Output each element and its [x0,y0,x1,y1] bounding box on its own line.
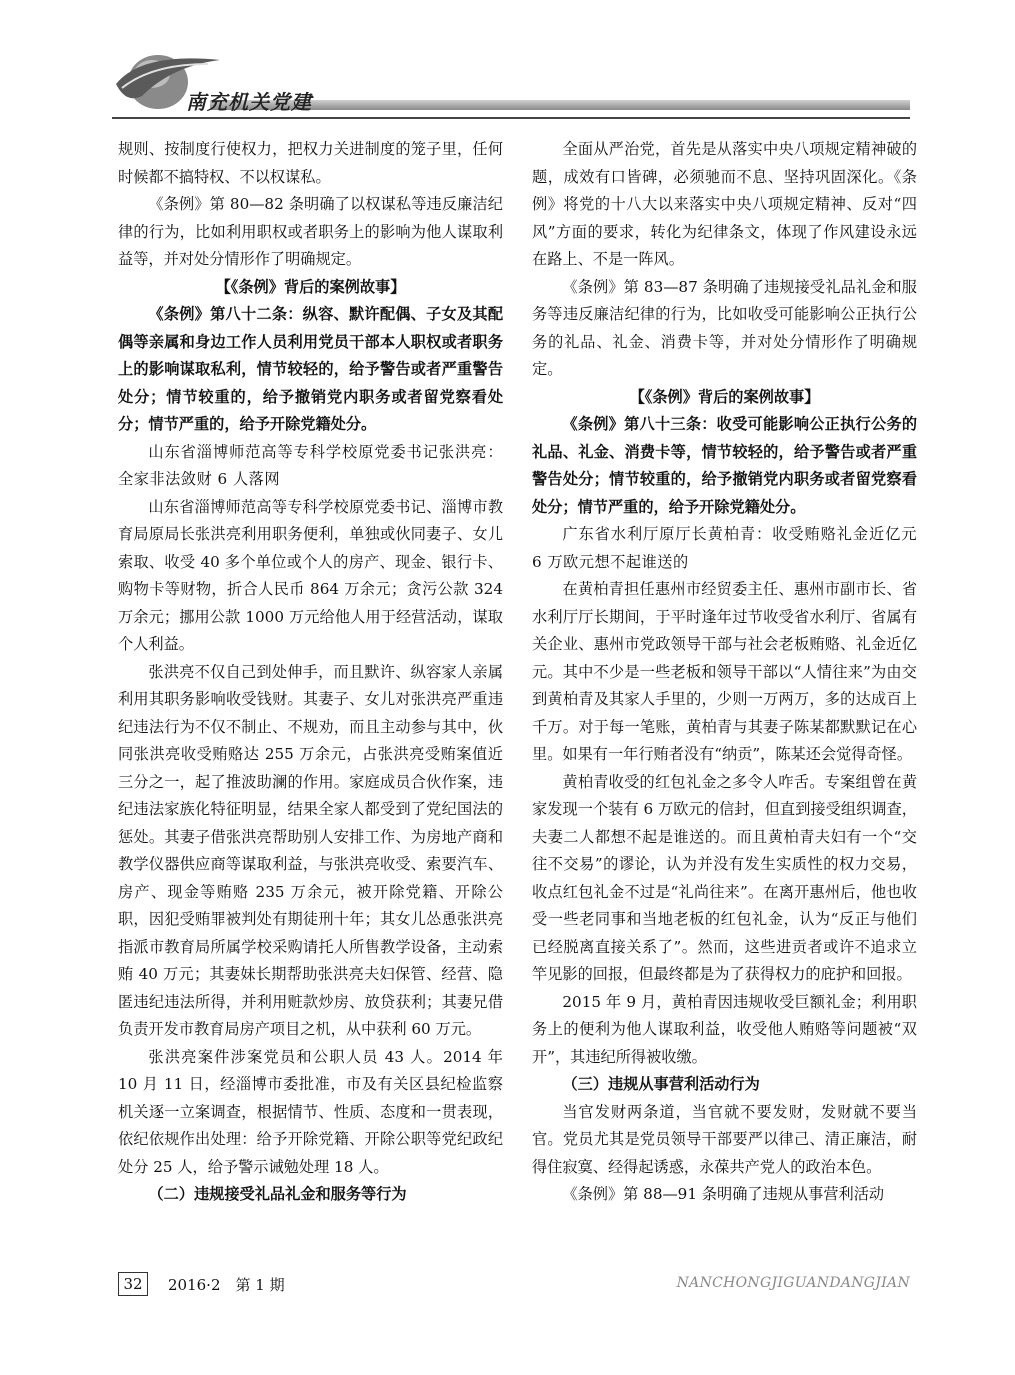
paragraph: 张洪亮案件涉案党员和公职人员 43 人。2014 年 10 月 11 日，经淄博市委批准，市及有关区县纪检监察机关逐一立案调查，根据情节、性质、态度和一贯表现，依纪依规作出处理：给予开除党籍、开除公职等党纪政纪处分 25 人，给予警示诫勉处理 18 人。 [118,1047,503,1176]
bold-paragraph: 《条例》第八十二条：纵容、默许配偶、子女及其配偶等亲属和身边工作人员利用党员干部本人职权或者职务上的影响谋取私利，情节较轻的，给予警告或者严重警告处分；情节较重的，给予撤销党内职务或者留党察看处分；情节严重的，给予开除党籍处分。 [118,305,503,433]
right-column [532,136,917,1209]
paragraph: 张洪亮不仅自己到处伸手，而且默许、纵容家人亲属利用其职务影响收受钱财。其妻子、女儿对张洪亮严重违纪违法行为不仅不制止、不规劝，而且主动参与其中，伙同张洪亮收受贿赂达 255 万余元，占张洪亮受贿案值近三分之一，起了推波助澜的作用。家庭成员合伙作案，违纪违法家族化特征明显，结果全家人都受到了党纪国法的惩处。其妻子借张洪亮帮助别人安排工作、为房地产商和教学仪器供应商等谋取利益，与张洪亮收受、索要汽车、房产、现金等贿赂 235 万余元，被开除党籍、开除公职，因犯受贿罪被判处有期徒刑十年；其女儿怂恿张洪亮指派市教育局所属学校采购请托人所售教学设备，主动索贿 40 万元；其妻妹长期帮助张洪亮夫妇保管、经营、隐匿违纪违法所得，并利用赃款炒房、放贷获利；其妻兄借负责开发市教育局房产项目之机，从中获利 60 万元。 [118,662,503,1038]
paragraph: 黄柏青收受的红包礼金之多令人咋舌。专案组曾在黄家发现一个装有 6 万欧元的信封，但直到接受组织调查，夫妻二人都想不起是谁送的。而且黄柏青夫妇有一个“交往不交易”的谬论，认为并没有发生实质性的权力交易，收点红包礼金不过是“礼尚往来”。在离开惠州后，他也收受一些老同事和当地老板的红包礼金，认为“反正与他们已经脱离直接关系了”。然而，这些进贡者或许不追求立竿见影的回报，但最终都是为了获得权力的庇护和回报。 [532,772,917,983]
paragraph: 在黄柏青担任惠州市经贸委主任、惠州市副市长、省水利厅厅长期间，于平时逢年过节收受省水利厅、省属有关企业、惠州市党政领导干部与社会老板贿赂、礼金近亿元。其中不少是一些老板和领导干部以“人情往来”为由交到黄柏青及其家人手里的，少则一万两万，多的达成百上千万。对于每一笔账，黄柏青与其妻子陈某都默默记在心里。如果有一年行贿者没有“纳贡”，陈某还会觉得奇怪。 [532,580,917,763]
paragraph: 《条例》第 88—91 条明确了违规从事营利活动 [562,1185,885,1203]
publication-name: 南充机关党建 [186,90,312,114]
paragraph: 2015 年 9 月，黄柏青因违规收受巨额礼金；利用职务上的便利为他人谋取利益，收受他人贿赂等问题被“双开”，其违纪所得被收缴。 [532,992,917,1066]
case-subtitle: 广东省水利厅原厅长黄柏青：收受贿赂礼金近亿元 6 万欧元想不起谁送的 [532,525,917,571]
page-footer [118,1272,910,1298]
page-number: 32 [118,1272,148,1296]
paragraph: 《条例》第 83—87 条明确了违规接受礼品礼金和服务等违反廉洁纪律的行为，比如收受可能影响公正执行公务的礼品、礼金、消费卡等，并对处分情形作了明确规定。 [532,277,917,378]
page-header [0,0,1015,125]
paragraph: 全面从严治党，首先是从落实中央八项规定精神破的题，成效有口皆碑，必须驰而不息、坚持巩固深化。《条例》将党的十八大以来落实中央八项规定精神、反对“四风”方面的要求，转化为纪律条文，体现了作风建设永远在路上、不是一阵风。 [532,140,917,268]
bold-paragraph: 《条例》第八十三条：收受可能影响公正执行公务的礼品、礼金、消费卡等，情节较轻的，给予警告或者严重警告处分；情节较重的，给予撤销党内职务或者留党察看处分；情节严重的，给予开除党籍处分。 [532,415,917,516]
paragraph: 当官发财两条道，当官就不要发财，发财就不要当官。党员尤其是党员领导干部要严以律己、清正廉洁，耐得住寂寞、经得起诱惑，永葆共产党人的政治本色。 [532,1102,917,1176]
paragraph: 规则、按制度行使权力，把权力关进制度的笼子里，任何时候都不搞特权、不以权谋私。 [118,140,503,186]
issue-label: 2016·2 第 1 期 [168,1276,285,1294]
header-rule [112,117,910,119]
bold-paragraph: 【《条例》背后的案例故事】 [215,277,406,296]
left-column [118,136,503,1209]
bold-paragraph: 【《条例》背后的案例故事】 [629,387,820,406]
case-subtitle: 山东省淄博师范高等专科学校原党委书记张洪亮：全家非法敛财 6 人落网 [118,442,503,488]
bold-paragraph: （二）违规接受礼品礼金和服务等行为 [148,1185,407,1203]
english-title: NANCHONGJIGUANDANGJIAN [676,1275,910,1291]
bold-paragraph: （三）违规从事营利活动行为 [562,1075,760,1093]
header-bar [210,100,910,110]
paragraph: 《条例》第 80—82 条明确了以权谋私等违反廉洁纪律的行为，比如利用职权或者职务上的影响为他人谋取利益等，并对处分情形作了明确规定。 [118,195,503,268]
paragraph: 山东省淄博师范高等专科学校原党委书记、淄博市教育局原局长张洪亮利用职务便利，单独或伙同妻子、女儿索取、收受 40 多个单位或个人的房产、现金、银行卡、购物卡等财物，折合人民币 864 万余元；贪污公款 324 万余元；挪用公款 1000 万元给他人用于经营活动，谋取个人利益。 [118,497,503,653]
